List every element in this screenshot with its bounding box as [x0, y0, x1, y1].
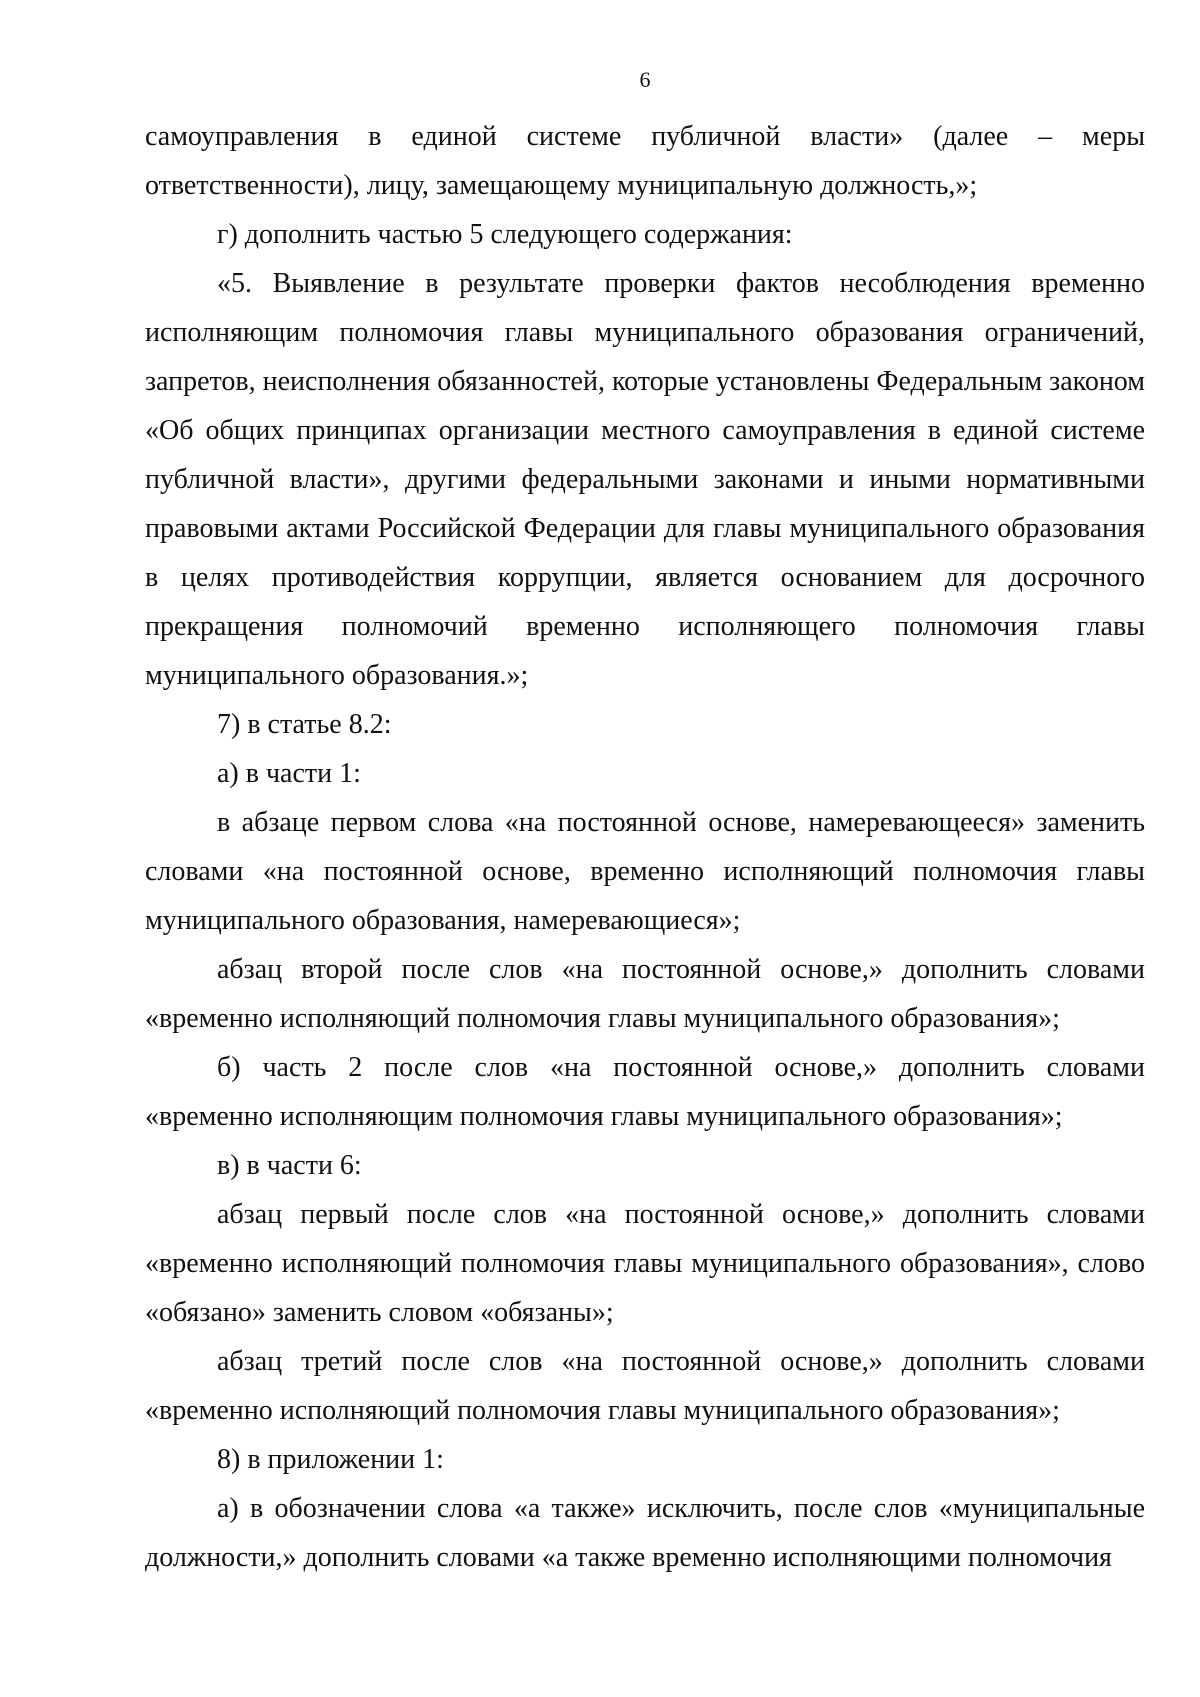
paragraph: в) в части 6:: [217, 1150, 362, 1181]
paragraph: б) часть 2 после слов «на постоянной основе,» дополнить словами «временно исполняющим полномочия главы муниципального образования»;: [145, 1052, 1145, 1132]
page-number: 6: [639, 67, 651, 92]
paragraph: «5. Выявление в результате проверки фактов несоблюдения временно исполняющим полномочия главы муниципального образования ограничений, запретов, неисполнения обязанностей, которые установлены Федеральным законом «Об общих принципах организации местного самоуправления в единой системе публичной власти», другими федеральными законами и иными нормативными правовыми актами Российской Федерации для главы муниципального образования в целях противодействия коррупции, является основанием для досрочного прекращения полномочий временно исполняющего полномочия главы муниципального образования.»;: [145, 268, 1145, 691]
paragraph: а) в части 1:: [217, 758, 361, 789]
paragraph: абзац первый после слов «на постоянной основе,» дополнить словами «временно исполняющий полномочия главы муниципального образования», слово «обязано» заменить словом «обязаны»;: [145, 1199, 1145, 1328]
paragraph: г) дополнить частью 5 следующего содержания:: [217, 219, 793, 250]
paragraph: 7) в статье 8.2:: [217, 709, 392, 740]
paragraph: абзац второй после слов «на постоянной основе,» дополнить словами «временно исполняющий полномочия главы муниципального образования»;: [145, 954, 1145, 1034]
paragraph: самоуправления в единой системе публичной власти» (далее – меры ответственности), лицу, замещающему муниципальную должность,»;: [145, 121, 1145, 201]
paragraph: а) в обозначении слова «а также» исключить, после слов «муниципальные должности,» дополнить словами «а также временно исполняющими полномочия: [145, 1493, 1145, 1573]
paragraph: абзац третий после слов «на постоянной основе,» дополнить словами «временно исполняющий полномочия главы муниципального образования»;: [145, 1346, 1145, 1426]
document-body: [145, 112, 1145, 1582]
paragraph: 8) в приложении 1:: [217, 1444, 444, 1475]
paragraph: в абзаце первом слова «на постоянной основе, намеревающееся» заменить словами «на постоянной основе, временно исполняющий полномочия главы муниципального образования, намеревающиеся»;: [145, 807, 1145, 936]
